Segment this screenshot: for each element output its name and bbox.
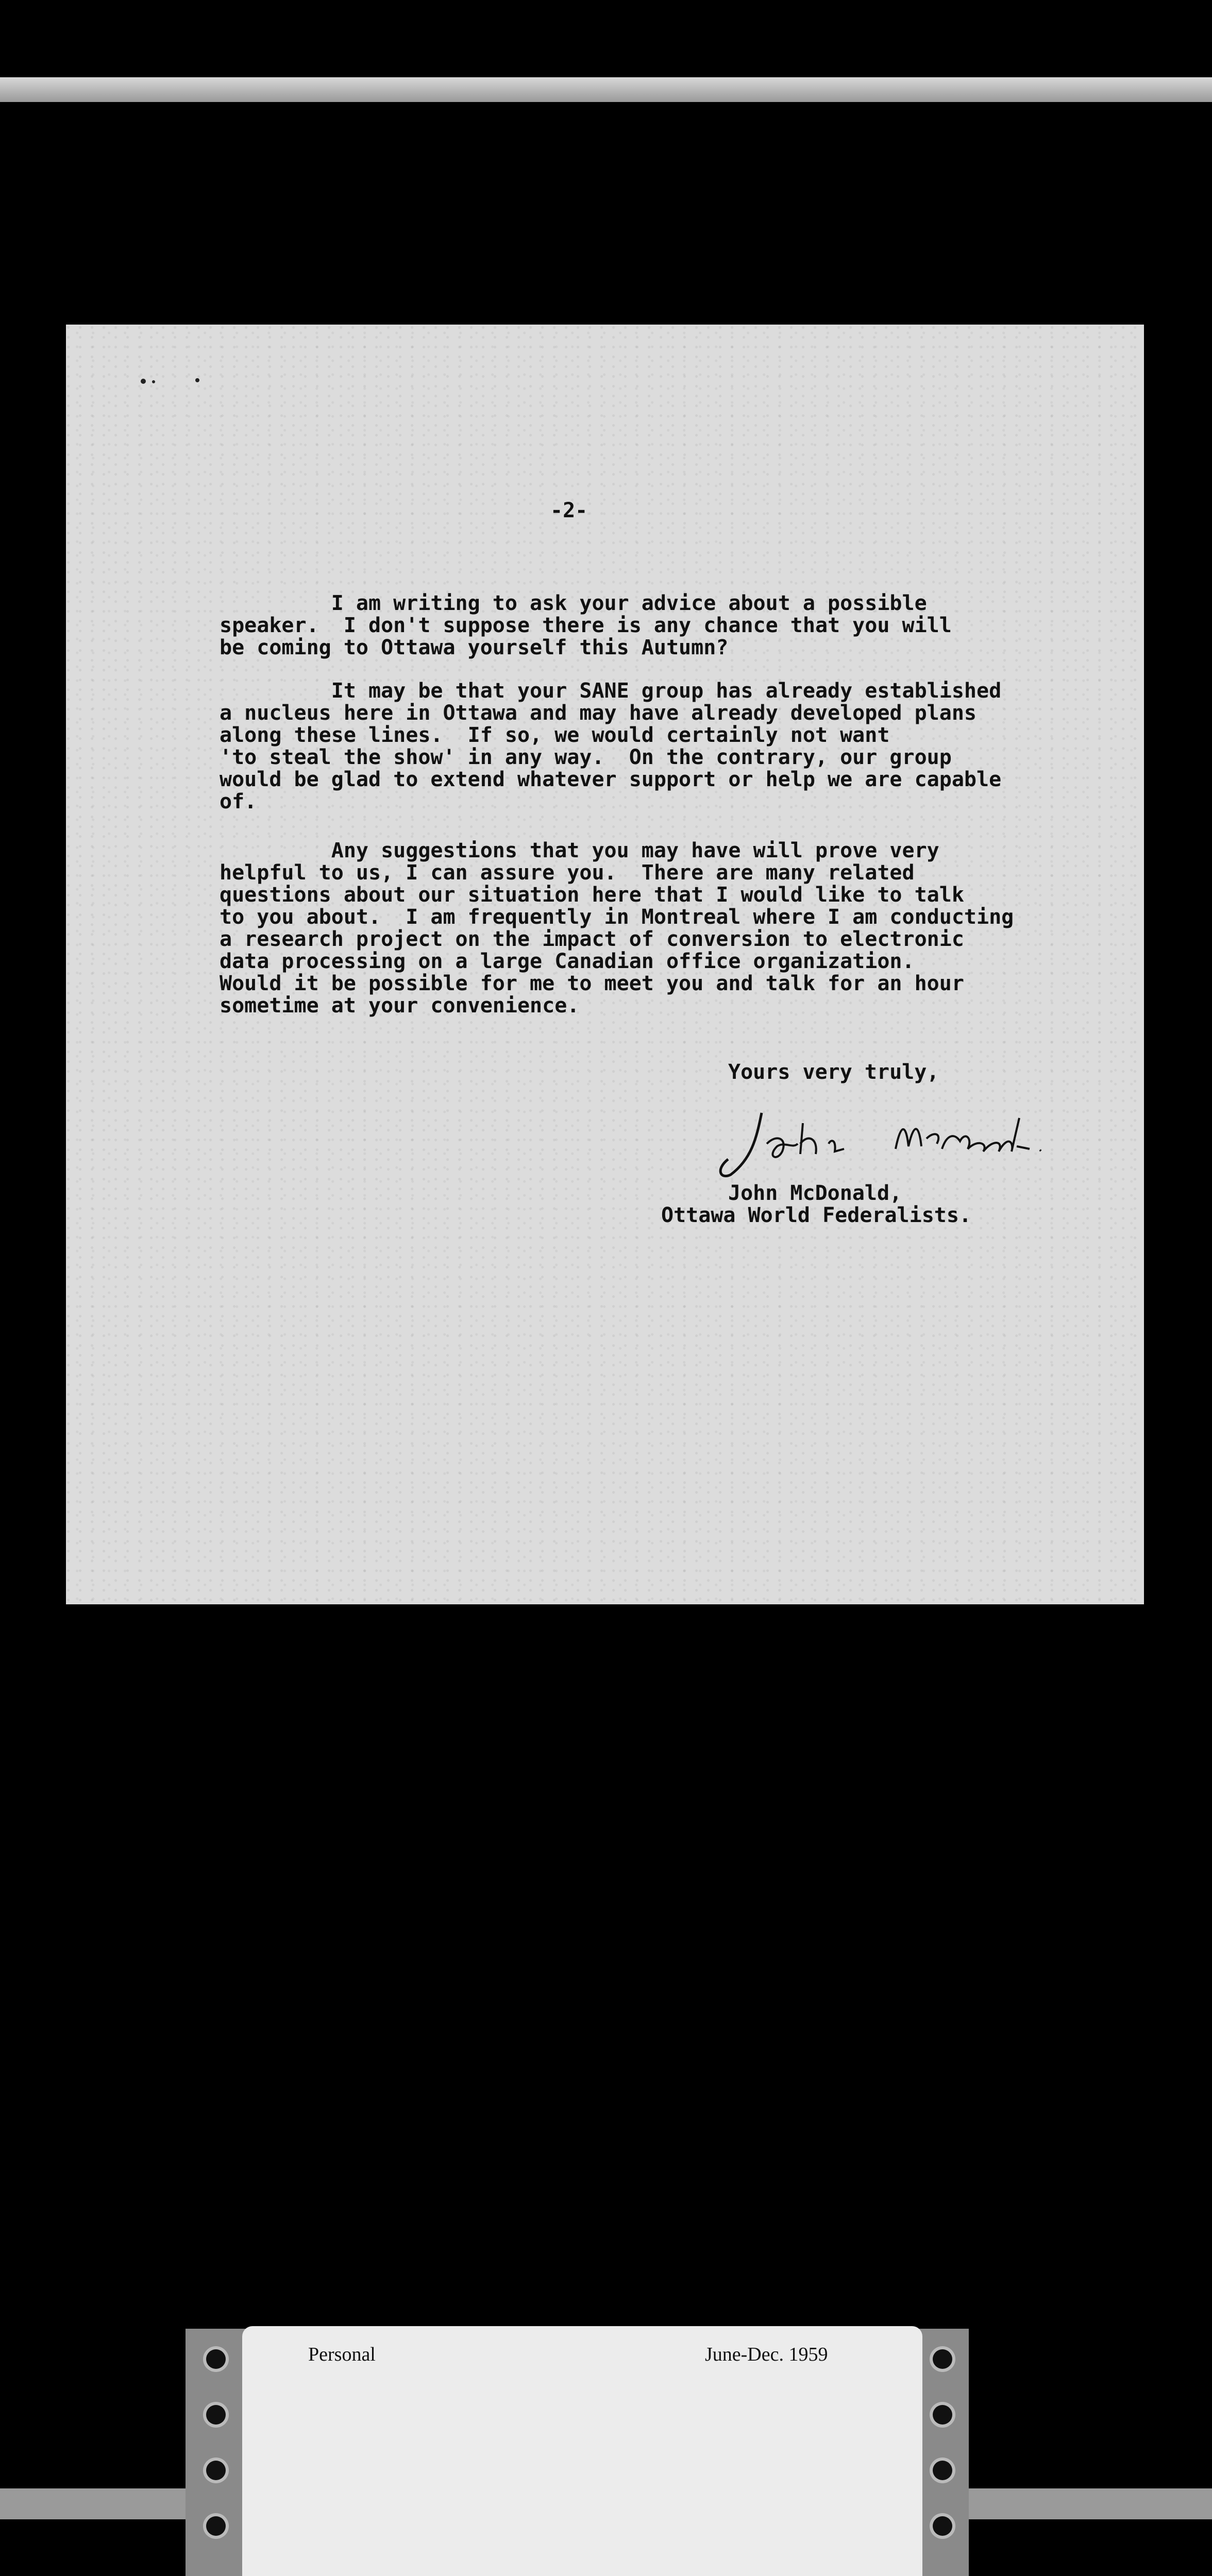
signer-organization: Ottawa World Federalists. <box>661 1204 972 1227</box>
punch-holes-right <box>933 2349 953 2572</box>
film-edge-strip <box>0 77 1212 102</box>
punch-hole <box>206 2405 226 2425</box>
paragraph-1: I am writing to ask your advice about a possible speaker. I don't suppose there is any chance that you will be coming to Ottawa yourself this Autumn? <box>220 591 952 659</box>
punch-hole <box>206 2349 226 2369</box>
punch-hole <box>206 2516 226 2536</box>
punch-hole <box>933 2461 952 2480</box>
folder-label-left: Personal <box>308 2344 376 2365</box>
punch-hole <box>933 2405 952 2425</box>
handwritten-signature <box>700 1103 1091 1180</box>
punch-hole <box>933 2349 952 2369</box>
page-number: -2- <box>550 499 588 522</box>
closing: Yours very truly, <box>728 1060 939 1084</box>
folder-label-right: June-Dec. 1959 <box>705 2344 828 2365</box>
punch-holes-left <box>206 2349 227 2572</box>
letter-sheet <box>66 325 1144 1604</box>
paragraph-3: Any suggestions that you may have will prove very helpful to us, I can assure you. There are many related questions about our situation here that I would like to talk to you about. I am frequently in Montreal where I am conducting a research project on the impact of conversion to electronic data processing on a large Canadian office organization. Would it be possible for me to meet you and talk for an hour sometime at your convenience. <box>220 839 1014 1018</box>
punch-hole <box>933 2516 952 2536</box>
paper-specks <box>138 376 200 386</box>
punch-hole <box>206 2461 226 2480</box>
paragraph-2: It may be that your SANE group has already established a nucleus here in Ottawa and may have already developed plans along these lines. If so, we would certainly not want 'to steal the show' in any way. On the contrary, our group would be glad to extend whatever support or help we are capable of. <box>220 679 1002 814</box>
signer-name: John McDonald, <box>728 1181 902 1205</box>
